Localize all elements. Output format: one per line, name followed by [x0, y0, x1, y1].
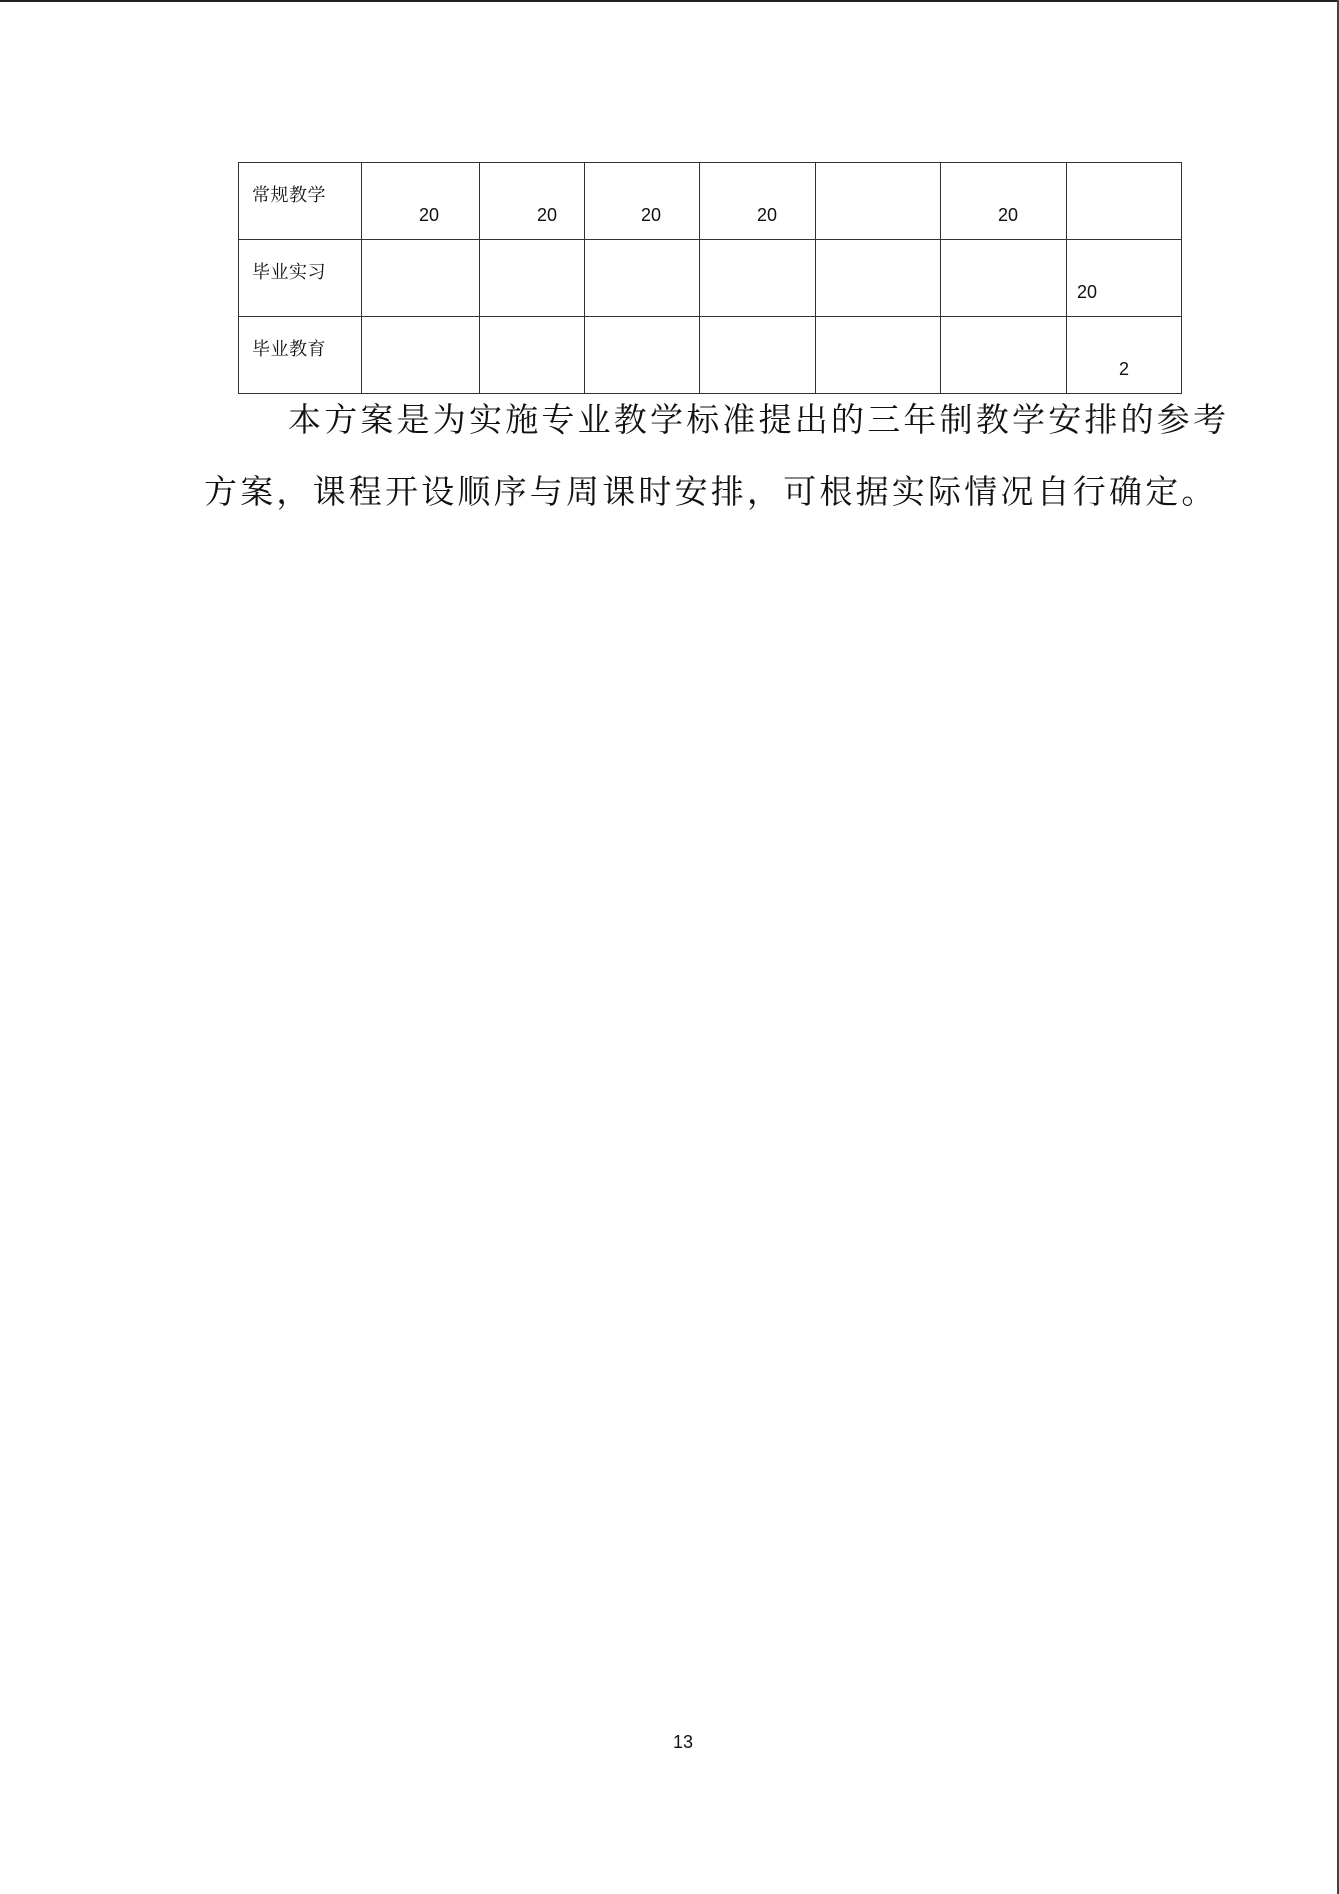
- row-label: 毕业教育: [252, 339, 326, 360]
- body-paragraph-line-2: 方案，课程开设顺序与周课时安排，可根据实际情况自行确定。: [204, 472, 1218, 511]
- table-cell: [700, 163, 816, 240]
- table-cell: [941, 163, 1067, 240]
- page-number: 13: [672, 1732, 694, 1752]
- cell-value: 20: [998, 205, 1019, 225]
- table-cell: [941, 317, 1067, 394]
- table-cell: [480, 317, 585, 394]
- table-cell: [585, 240, 700, 317]
- cell-value: 20: [419, 205, 440, 225]
- table-cell: [816, 240, 941, 317]
- table-cell: [1067, 163, 1182, 240]
- table-cell: [362, 317, 480, 394]
- table-cell: [480, 163, 585, 240]
- table-cell: [1067, 317, 1182, 394]
- table-row: [239, 240, 1182, 317]
- body-paragraph-line-1: 本方案是为实施专业教学标准提出的三年制教学安排的参考: [288, 400, 1230, 439]
- table-cell: [816, 163, 941, 240]
- teaching-schedule-table: [238, 162, 1182, 394]
- page-top-border: [0, 0, 1339, 2]
- table-cell: [816, 317, 941, 394]
- table-cell: [700, 317, 816, 394]
- table-cell: [1067, 240, 1182, 317]
- cell-value: 20: [1077, 282, 1098, 302]
- cell-value: 20: [641, 205, 662, 225]
- row-label: 毕业实习: [252, 262, 326, 283]
- cell-value: 20: [757, 205, 778, 225]
- table-cell: [941, 240, 1067, 317]
- cell-value: 20: [537, 205, 558, 225]
- table-cell: [362, 240, 480, 317]
- table-row: [239, 163, 1182, 240]
- table-cell: [585, 163, 700, 240]
- table-cell: [480, 240, 585, 317]
- table-cell: [362, 163, 480, 240]
- cell-value: 2: [1119, 359, 1130, 379]
- table-cell: [700, 240, 816, 317]
- row-label-cell: [239, 317, 362, 394]
- row-label: 常规教学: [252, 185, 326, 206]
- row-label-cell: [239, 163, 362, 240]
- table-row: [239, 317, 1182, 394]
- table-cell: [585, 317, 700, 394]
- row-label-cell: [239, 240, 362, 317]
